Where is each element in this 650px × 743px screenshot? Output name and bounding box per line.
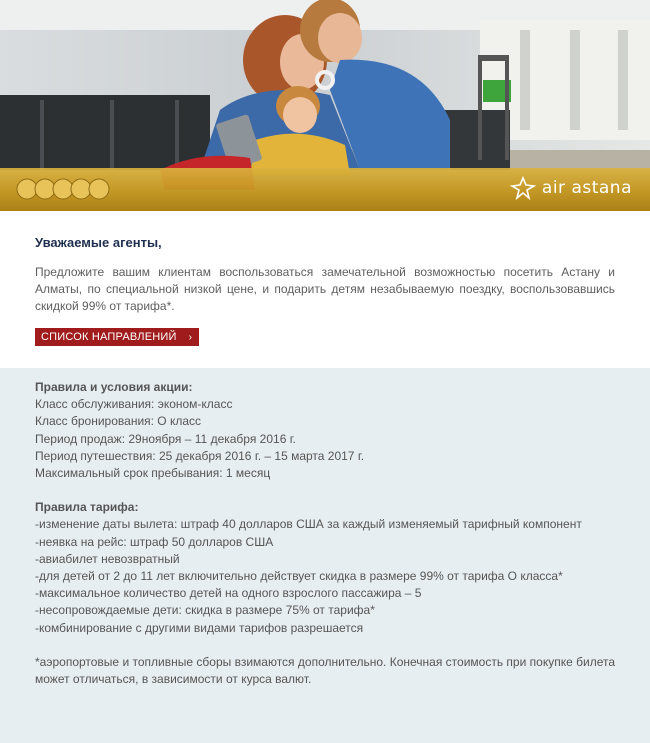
destinations-list-button[interactable]: [35, 328, 199, 346]
air-astana-logo: [510, 174, 632, 202]
footnote: *аэропортовые и топливные сборы взимаются дополнительно. Конечная стоимость при покупке билета может отличаться, в зависимости от курса валют.: [35, 654, 615, 687]
fare-rule-item: -авиабилет невозвратный: [35, 551, 180, 566]
fare-rules-heading: Правила тарифа:: [35, 500, 139, 515]
chevron-right-icon: ›: [188, 331, 193, 343]
terms-item: Период продаж: 29ноября – 11 декабря 2016 г.: [35, 431, 296, 446]
fare-rule-item: -максимальное количество детей на одного взрослого пассажира – 5: [35, 586, 422, 601]
hero-banner: [0, 0, 650, 211]
fare-rule-item: -изменение даты вылета: штраф 40 долларов США за каждый изменяемый тарифный компонент: [35, 517, 582, 532]
fare-rule-item: -для детей от 2 до 11 лет включительно действует скидка в размере 99% от тарифа О класса*: [35, 569, 563, 584]
promo-terms-heading: Правила и условия акции:: [35, 380, 193, 394]
destinations-list-label: СПИСОК НАПРАВЛЕНИЙ: [41, 331, 177, 343]
greeting-heading: Уважаемые агенты,: [35, 235, 162, 250]
terms-item: Класс бронирования: О класс: [35, 414, 202, 429]
terms-item: Период путешествия: 25 декабря 2016 г. – 15 марта 2017 г.: [35, 448, 365, 463]
terms-section: [0, 368, 650, 743]
fare-rule-item: -неявка на рейс: штраф 50 долларов США: [35, 534, 274, 549]
intro-paragraph: Предложите вашим клиентам воспользоваться замечательной возможностью посетить Астану и Алматы, по специальной низкой цене, и подарить детям незабываемую поездку, воспользовавшись скидкой 99% от тарифа*.: [35, 265, 615, 313]
terms-item: Класс обслуживания: эконом-класс: [35, 397, 233, 412]
intro-section: [0, 211, 650, 368]
fare-rule-item: -комбинирование с другими видами тарифов разрешается: [35, 620, 364, 635]
skytrax-medals-icon: [16, 178, 112, 200]
terms-item: Максимальный срок пребывания: 1 месяц: [35, 466, 271, 481]
brand-name: air astana: [541, 178, 632, 198]
air-astana-emblem-icon: [510, 176, 536, 200]
fare-rule-item: -несопровождаемые дети: скидка в размере 75% от тарифа*: [35, 603, 375, 618]
